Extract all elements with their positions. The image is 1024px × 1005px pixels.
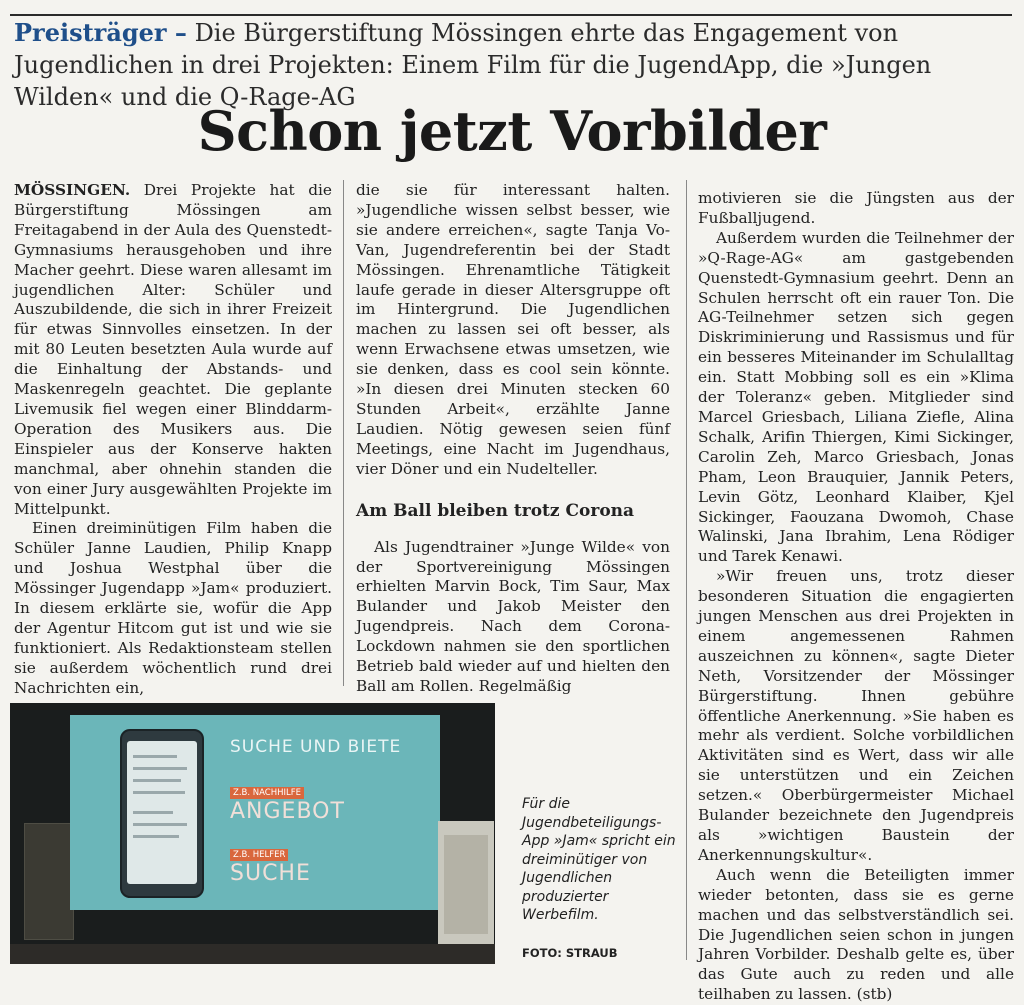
- screen-tag: Z.B. HELFER: [230, 849, 288, 861]
- paragraph: die sie für interessant halten. »Jugendliche wissen selbst besser, wie sie andere erreichen«, sagte Tanja Vo-Van, Jugendreferentin bei der Stadt Mössingen. Ehrenamtliche Tätigkeit laufe gerade in dieser Altersgruppe oft im Hintergrund. Die Jugendlichen machen zu lassen sei oft besser, als wenn Erwachsene etwas umsetzen, wie sie denken, dass es cool sein könnte. »In diesen drei Minuten stecken 60 Stunden Arbeit«, erzählte Janne Laudien. Nötig gewesen seien fünf Meetings, eine Nacht im Jugendhaus, vier Döner und ein Nudelteller.: [356, 181, 670, 478]
- paragraph: »Wir freuen uns, trotz dieser besonderen Situation die engagierten jungen Menschen aus drei Projekten in einem angemessenen Rahmen auszeichnen zu können«, sagte Dieter Neth, Vorsitzender der Mössinger Bürgerstiftung. Ihnen gebühre öffentliche Anerkennung. »Sie haben es mehr als verdient. Solche vorbildlichen Aktivitäten sind es Wert, dass wir alle sie unterstützen und ein Zeichen setzen.« Oberbürgermeister Michael Bulander bezeichnete den Jugendpreis als »wichtigen Baustein der Anerkennungskultur«.: [698, 567, 1014, 864]
- photo-caption: Für die Jugendbeteiligungs-App »Jam« spricht ein dreiminütiger von Jugendlichen produzierter Werbefilm.: [522, 796, 676, 923]
- dateline: MÖSSINGEN.: [14, 181, 131, 199]
- paragraph-text: Drei Projekte hat die Bürgerstiftung Mössingen am Freitagabend in der Aula des Quenstedt-Gymnasiums herausgehoben und ihre Macher geehrt. Diese waren allesamt im jugendlichen Alter: Schüler und Auszubildende, die sich in ihrer Freizeit für etwas Sinnvolles einsetzen. In der mit 80 Leuten besetzten Aula wurde auf die Einhaltung der Abstands- und Maskenregeln geachtet. Die geplante Livemusik fiel wegen einer Blinddarm-Operation des Musikers aus. Die Einspieler aus der Konserve hakten manchmal, aber ohnehin standen die von einer Jury ausgewählten Projekte im Mittelpunkt.: [14, 181, 332, 518]
- text-line: [133, 755, 177, 758]
- screen-title: SUCHE UND BIETE: [230, 737, 402, 757]
- paragraph: Außerdem wurden die Teilnehmer der »Q-Rage-AG« am gastgebenden Quenstedt-Gymnasium geehrt. Denn an Schulen herrscht oft ein rauer Ton. Die AG-Teilnehmer setzen sich gegen Diskriminierung und Rassismus und für ein besseres Miteinander im Schulalltag ein. Statt Mobbing soll es ein »Klima der Toleranz« geben. Mitglieder sind Marcel Griesbach, Liliana Ziefle, Alina Schalk, Arifin Thiergen, Kimi Sickinger, Carolin Zeh, Marco Griesbach, Jonas Pham, Leon Brauquier, Jannik Peters, Levin Götz, Leonhard Klaiber, Kjel Sickinger, Faouzana Dwomoh, Chase Walinski, Jana Ibrahim, Lena Rödiger und Tarek Kenawi.: [698, 228, 1014, 566]
- screen-word: SUCHE: [230, 861, 311, 886]
- phone-display: [127, 741, 197, 884]
- text-line: [133, 823, 187, 826]
- text-line: [133, 779, 181, 782]
- paragraph: Einen dreiminütigen Film haben die Schüler Janne Laudien, Philip Knapp und Joshua Westphal über die Mössinger Jugendapp »Jam« produziert. In diesem erklärte sie, wofür die App der Agentur Hitcom gut ist und wie sie funktioniert. Als Redaktionsteam stellen sie außerdem wöchentlich rund drei Nachrichten ein,: [14, 519, 332, 697]
- text-line: [133, 767, 187, 770]
- paragraph: [14, 181, 332, 519]
- screen-word: ANGEBOT: [230, 799, 345, 824]
- display-stand-right: [438, 821, 494, 946]
- column-2: [356, 181, 670, 697]
- screen-tag: Z.B. NACHHILFE: [230, 787, 304, 799]
- column-3: [698, 189, 1014, 1005]
- display-stand-left: [24, 823, 74, 940]
- phone-mockup: [120, 729, 204, 898]
- stage-floor: [10, 944, 495, 964]
- column-divider: [686, 180, 687, 960]
- column-divider: [343, 180, 344, 686]
- text-line: [133, 811, 173, 814]
- paragraph: motivieren sie die Jüngsten aus der Fußballjugend.: [698, 189, 1014, 227]
- projection-screen: [70, 715, 440, 910]
- column-1: [14, 181, 332, 699]
- text-line: [133, 791, 185, 794]
- paragraph: Auch wenn die Beteiligten immer wieder betonten, dass sie es gerne machen und das selbstverständlich sei. Die Jugendlichen seien schon in jungen Jahren Vorbilder. Deshalb gelte es, über das Gute auch zu reden und alle teilhaben zu lassen. (stb): [698, 865, 1014, 1004]
- article-photo: [10, 703, 495, 964]
- top-rule: [10, 14, 1012, 16]
- subheading: Am Ball bleiben trotz Corona: [356, 500, 635, 521]
- headline: Schon jetzt Vorbilder: [197, 99, 827, 163]
- text-line: [133, 835, 179, 838]
- photo-credit: FOTO: STRAUB: [522, 946, 618, 960]
- kicker-text: Die Bürgerstiftung Mössingen ehrte das Engagement von Jugendlichen in drei Projekten: Einem Film für die JugendApp, die »Jungen Wilden« und die Q-Rage-AG: [14, 19, 932, 111]
- kicker-keyword: Preisträger –: [14, 18, 187, 47]
- paragraph: Als Jugendtrainer »Junge Wilde« von der Sportvereinigung Mössingen erhielten Marvin Bock, Tim Saur, Max Bulander und Jakob Meister den Jugendpreis. Nach dem Corona-Lockdown nahmen sie den sportlichen Betrieb bald wieder auf und hielten den Ball am Rollen. Regelmäßig: [356, 537, 670, 695]
